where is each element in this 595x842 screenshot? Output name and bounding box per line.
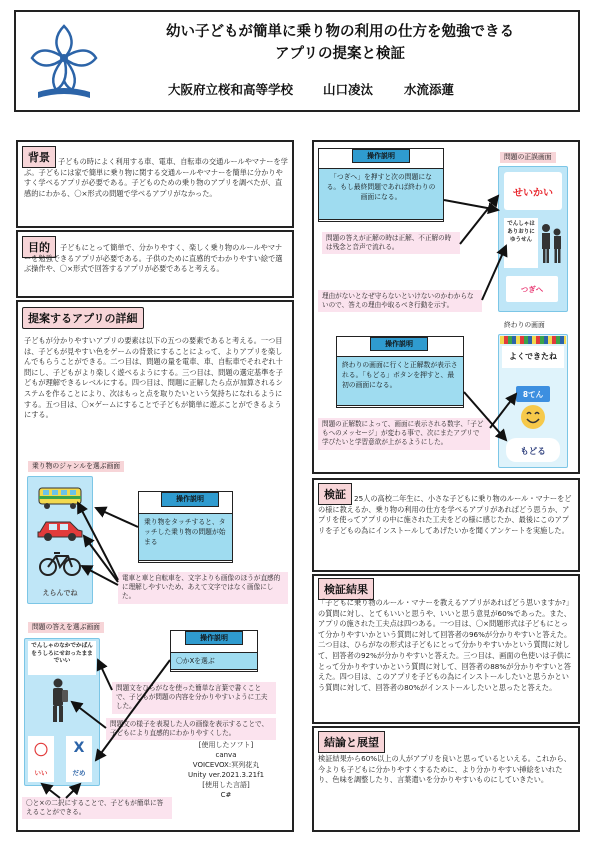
software-info (178, 740, 274, 800)
note-reason: 理由がないとなぜ守らないといけないのかわからないので、答えの理由や取るべき行動を示す。 (318, 290, 482, 312)
answer-screen-caption: 問題の答えを選ぶ画面 (28, 622, 104, 633)
answer-o-label: いい (34, 769, 48, 777)
answer-x-label: だめ (72, 769, 86, 777)
op-explanation-3-title: 操作説明 (352, 149, 410, 163)
software-unity: Unity ver.2021.3.21f1 (187, 771, 265, 779)
poster-title-line1: 幼い子どもが簡単に乗り物の利用の仕方を勉強できる (166, 24, 514, 40)
note-score: 問題の正解数によって、画面に表示される数字、「子どもへのメッセージ」が変わる事で、次にまたアプリで学びたいと学習意欲が上がるようにした。 (318, 418, 490, 450)
genre-phone-label: えらんでね (42, 589, 78, 597)
note-correct-sound: 問題の答えが正解の時は正解、不正解の時は残念と音声で流れる。 (322, 232, 460, 254)
end-screen-caption: 終わりの画面 (504, 321, 545, 329)
back-button-label: もどる (520, 447, 546, 457)
details-text: 子どもが分かりやすいアプリの要素は以下の五つの要素であると考える。一つ目は、子どもが見やすい色をゲームの背景にすることによって、よりアプリを楽しんでもらうことができる。二つ目は、問題の量を電車、車、自転車でそれぞれ十問にし、子どもがより楽しく遊べるようにする。三つ目は、問題の選定基準を子どもが理解できるレベルにする。四つ目は、問題に正解したら点が加算されるシステムを作ることにより、次はもっと点を取りたいという気持ちになれるようにする。五つ目は、〇×ゲームにすることで子どもが簡単に遊ぶことができるようにする。 (24, 336, 283, 420)
background-heading: 背景 (22, 146, 56, 168)
op-explanation-4-body: 終わりの画面に行くと正解数が表示される。「もどる」ボタンを押すと、最初の画面になる。 (336, 356, 464, 406)
op-explanation-4-title: 操作説明 (370, 337, 428, 351)
results-heading: 検証結果 (318, 578, 374, 600)
correct-screen-caption: 問題の正誤画面 (500, 152, 556, 163)
op-explanation-3-body: 「つぎへ」を押すと次の問題になる。もし最終問題であれば終わりの画面になる。 (318, 168, 444, 220)
genre-note: 電車と車と自転車を、文字よりも画像のほうが直感的に理解しやすいため、あえて文字ではなく画像にした。 (118, 572, 288, 604)
school-emblem-icon (28, 18, 100, 104)
correct-label: せいかい (513, 188, 553, 199)
end-message: よくできたね (509, 352, 557, 361)
background-text: 子どもの時によく利用する車、電車、自転車の交通ルールやマナーを学ぶ。子どもには家で簡単に乗り物に関する交通ルールやマナーを簡単に分かりやすく学べるアプリが必要である。子どものための乗り物のアプリを調べたが、直感的にわかる、〇×形式の問題で学べるアプリがなかった。 (24, 157, 288, 198)
author-1: 山口凌汰 (323, 82, 374, 97)
answer-note-2: 問題文の様子を表現した人の画像を表示することで、子どもにより直感的にわかりやすくした。 (106, 718, 276, 740)
people-icon (540, 222, 564, 266)
software-voicevox: VOICEVOX:冥列花丸 (192, 761, 260, 769)
language-title: [使用した言語] (202, 781, 250, 789)
genre-screen-caption: 乗り物のジャンルを選ぶ画面 (28, 461, 124, 472)
score-label: 8てん (522, 390, 544, 399)
software-title: [使用したソフト] (198, 741, 254, 749)
op-explanation-2-body: 〇かXを選ぶ (170, 652, 258, 670)
language-csharp: C# (220, 791, 232, 799)
confetti-decoration (500, 336, 566, 344)
verification-text: 25人の高校二年生に、小さな子どもに乗り物のルール・マナーをどの様に教えるか、乗り物の利用の仕方を学べるアプリがあればどう思うか、アプリを使ってアプリの中に施された工夫をどの様に感じたか、最後にこのアプリを子どもの為にインストールしてあげたいかを聞くアンケートを実施した。 (318, 494, 572, 535)
op-explanation-2-title: 操作説明 (185, 631, 243, 645)
bicycle-icon (38, 550, 82, 576)
car-icon (36, 516, 84, 542)
verification-heading: 検証 (318, 483, 352, 505)
purpose-text: 子どもにとって簡単で、分かりやすく、楽しく乗り物のルールやマナーを勉強できるアプリが必要である。子供のために直感的でわかりやすい絵で選ぶ操作や、〇×形式で回答するアプリが必要であると考える。 (24, 243, 283, 274)
op-explanation-1-body: 乗り物をタッチすると、タッチした乗り物の問題が始まる (138, 513, 233, 561)
correct-explanation-box: でんしゃは ありおりに ゆうせん (504, 218, 538, 268)
train-icon (38, 486, 82, 510)
answer-question-box: でんしゃのなかでかばんをうしろにせおったままでいい (28, 641, 96, 675)
answer-x-mark: X (73, 740, 85, 756)
person-with-bag-icon (48, 678, 70, 724)
answer-note-3: 〇と×の二択にすることで、子どもが簡単に答えることができる。 (22, 797, 172, 819)
purpose-heading: 目的 (22, 236, 56, 258)
conclusion-text: 検証結果から60%以上の人がアプリを良いと思っているといえる。これから、今よりも子どもに分かりやすくするために、より分かりやすい挿絵をいれたり、色味を調整したり、言葉遣いを分かりやすいものにしていきたい。 (318, 754, 571, 785)
answer-o-mark: 〇 (34, 743, 48, 759)
conclusion-heading: 結論と展望 (318, 731, 385, 753)
poster-title-line2: アプリの提案と検証 (275, 46, 405, 62)
op-explanation-1-title: 操作説明 (161, 492, 219, 507)
smiley-face-icon (520, 404, 546, 430)
results-text: 「子どもに乗り物のルール・マナーを教えるアプリがあればどう思いますか?」の質問に対し、とてもいいと思うや、いいと思う意見が60%であった。また、アプリの施された工夫点は四つある。一つ目は、〇×問題形式は子どもにとって分かりやすいかという質問に対して回答者の96%が分かりやすいと答えた。二つ目は、ひらがなの形式は子どもにとって分かりやすいかという質問に対して、回答者の92%が分かりやすいと答えた。三つ目は、画面の色使いは子供にとって分かりやすいかという質問に対して、回答者の88%が分かりやすいと答えた。四つ目は、このアプリを子どもの為にインストールしたいと思うかという質問に対して、回答者の80%がインストールしたいと思ったと答えた。 (318, 598, 573, 692)
details-heading: 提案するアプリの詳細 (22, 307, 144, 329)
next-button-label: つぎへ (520, 285, 544, 294)
software-canva: canva (215, 751, 237, 759)
author-2: 水流添蓮 (404, 82, 455, 97)
answer-note-1: 問題文をひらがなを使った簡単な言葉で書くことで、子どもが問題の内容を分かりやすいように工夫した。 (112, 682, 276, 714)
school-name: 大阪府立桜和高等学校 (168, 82, 294, 97)
